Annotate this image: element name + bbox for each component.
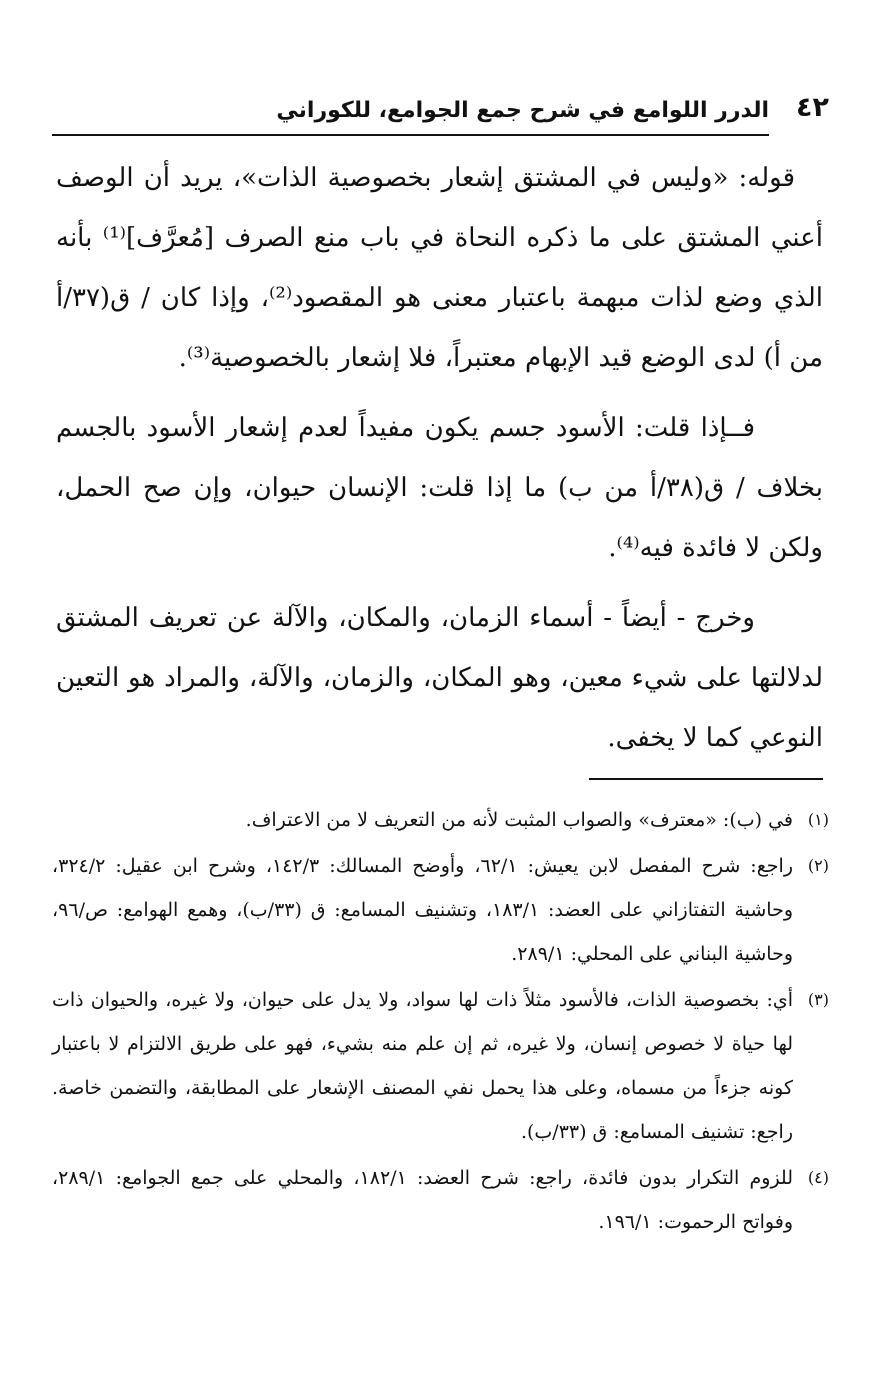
footnote-number: (٢)	[807, 856, 829, 875]
footnote	[52, 844, 829, 976]
main-text	[56, 148, 823, 778]
footnote-number: (١)	[807, 810, 829, 829]
footnote-number: (٣)	[807, 990, 829, 1009]
paragraph: قوله: «وليس في المشتق إشعار بخصوصية الذات»، يريد أن الوصف أعني المشتق على ما ذكره النحاة في باب منع الصرف [مُعرَّف]⁽¹⁾ بأنه الذي وضع لذات مبهمة باعتبار معنى هو المقصود⁽²⁾، وإذا كان / ق(٣٧/أ من أ) لدى الوضع قيد الإبهام معتبراً، فلا إشعار بالخصوصية⁽³⁾.	[56, 163, 824, 373]
footnote-text: أي: بخصوصية الذات، فالأسود مثلاً ذات لها سواد، ولا يدل على حيوان، ولا غيره، والحيوان ذات لها حياة لا خصوص إنسان، ولا غيره، ثم إن علم منه بشيء، فهو على طريق الالتزام لا باعتبار كونه جزءاً من مسماه، وعلى هذا يحمل نفي المصنف الإشعار على المطابقة، والتضمن خاصة. راجع: تشنيف المسامع: ق (٣٣/ب).	[52, 989, 793, 1143]
footnotes	[52, 798, 829, 1246]
footnote-text: راجع: شرح المفصل لابن يعيش: ٦٢/١، وأوضح المسالك: ١٤٢/٣، وشرح ابن عقيل: ٣٢٤/٢، وحاشية التفتازاني على العضد: ١٨٣/١، وتشنيف المسامع: ق (٣٣/ب)، وهمع الهوامع: ص/٩٦، وحاشية البناني على المحلي: ٢٨٩/١.	[52, 855, 794, 965]
footnote-separator	[589, 778, 823, 780]
footnote	[52, 978, 829, 1154]
paragraph: فــإذا قلت: الأسود جسم يكون مفيداً لعدم إشعار الأسود بالجسم بخلاف / ق(٣٨/أ من ب) ما إذا قلت: الإنسان حيوان، وإن صح الحمل، ولكن لا فائدة فيه⁽⁴⁾.	[56, 413, 823, 563]
footnote	[52, 1156, 829, 1244]
footnote-text: للزوم التكرار بدون فائدة، راجع: شرح العضد: ١٨٢/١، والمحلي على جمع الجوامع: ٢٨٩/١، وفواتح الرحموت: ١٩٦/١.	[52, 1167, 794, 1233]
footnote-number: (٤)	[807, 1168, 829, 1187]
page-number: ٤٢	[796, 92, 829, 123]
running-title: الدرر اللوامع في شرح جمع الجوامع، للكوراني	[276, 98, 769, 123]
footnote	[52, 798, 829, 842]
paragraph: وخرج - أيضاً - أسماء الزمان، والمكان، والآلة عن تعريف المشتق لدلالتها على شيء معين، وهو المكان، والزمان، والآلة، والمراد هو التعين النوعي كما لا يخفى.	[56, 603, 823, 753]
footnote-text: في (ب): «معترف» والصواب المثبت لأنه من التعريف لا من الاعتراف.	[245, 809, 793, 831]
page-header	[52, 82, 829, 136]
